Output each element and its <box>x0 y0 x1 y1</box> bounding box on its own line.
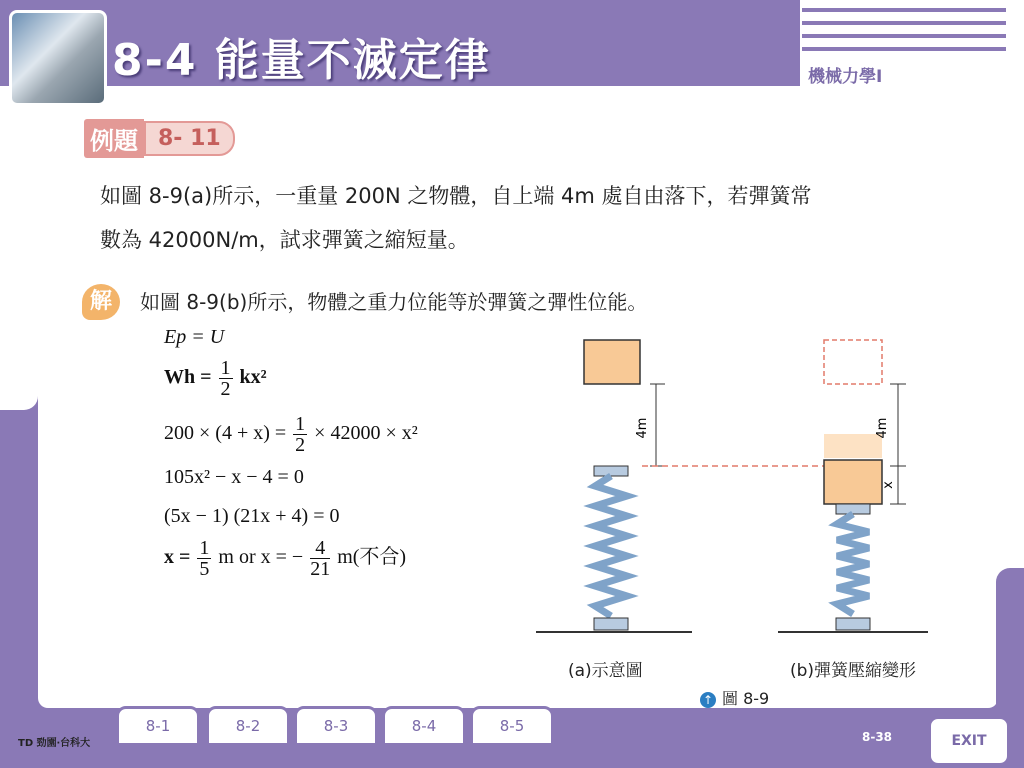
tab-8-3[interactable]: 8-3 <box>294 706 378 746</box>
publisher-logo: TD 勁園‧台科大 <box>18 738 91 749</box>
eq3-left: 200 × (4 + x) = <box>164 422 287 445</box>
header-lines <box>802 8 1006 60</box>
spring-coil-b <box>837 514 869 614</box>
example-label: 例題 <box>84 119 144 158</box>
block-a <box>584 340 640 384</box>
numerator: 1 <box>220 357 231 379</box>
fraction <box>197 538 211 579</box>
eq2-right: kx² <box>239 366 267 389</box>
block-b <box>824 460 882 504</box>
tab-8-4[interactable]: 8-4 <box>382 706 466 746</box>
block-b-fade <box>824 434 882 458</box>
eq6-c: m(不合) <box>337 546 407 569</box>
tab-8-2[interactable]: 8-2 <box>206 706 290 746</box>
solution-intro: 如圖 8-9(b)所示，物體之重力位能等於彈簧之彈性位能。 <box>140 290 648 314</box>
subject-label: 機械力學I <box>808 67 883 87</box>
solution-icon: 解 <box>82 284 120 320</box>
caption-b: (b)彈簧壓縮變形 <box>790 661 917 681</box>
equation-6 <box>164 538 406 579</box>
page-number: 8-38 <box>862 730 893 744</box>
tab-8-1[interactable]: 8-1 <box>116 706 200 746</box>
equation-2 <box>164 358 267 399</box>
numerator: 4 <box>310 538 330 559</box>
equation-1: Ep = U <box>164 326 225 348</box>
fraction <box>310 538 330 579</box>
tab-8-5[interactable]: 8-5 <box>470 706 554 746</box>
problem-line: 數為 42000N/m，試求彈簧之縮短量。 <box>100 228 469 252</box>
denominator: 21 <box>310 558 331 580</box>
caption-a: (a)示意圖 <box>568 661 643 681</box>
label-4m-b: 4m <box>875 417 890 439</box>
label-4m-a: 4m <box>635 417 650 439</box>
content-area-left <box>0 86 38 410</box>
fraction <box>293 414 307 455</box>
block-b-original <box>824 340 882 384</box>
eq6-b: m or x = − <box>218 546 304 569</box>
fraction <box>219 358 233 399</box>
equation-3 <box>164 414 418 455</box>
label-x: x <box>881 481 896 489</box>
problem-line: 如圖 8-9(a)所示，一重量 200N 之物體，自上端 4m 處自由落下，若彈簧常 <box>100 184 812 208</box>
numerator: 1 <box>199 537 210 559</box>
equation-4: 105x² − x − 4 = 0 <box>164 466 304 488</box>
numerator: 1 <box>295 413 306 435</box>
spring-base-a <box>594 618 628 630</box>
denominator: 5 <box>199 558 210 580</box>
spring-cap-a <box>594 466 628 476</box>
spring-cap-b <box>836 504 870 514</box>
denominator: 2 <box>220 378 231 400</box>
figure-name: 圖 8-9 <box>722 689 770 708</box>
eq2-left: Wh = <box>164 366 212 389</box>
eq3-right: × 42000 × x² <box>314 422 418 445</box>
page-title: 8-4 能量不滅定律 <box>112 35 491 86</box>
eq6-a: x = <box>164 546 191 569</box>
example-badge <box>84 120 235 156</box>
exit-button[interactable]: EXIT <box>928 716 1010 766</box>
equation-5: (5x − 1) (21x + 4) = 0 <box>164 505 340 527</box>
spring-base-b <box>836 618 870 630</box>
denominator: 2 <box>295 434 306 456</box>
problem-text <box>100 174 980 262</box>
figure-arrow-icon[interactable]: ↑ <box>700 692 716 708</box>
bottom-nav <box>18 706 918 756</box>
header-photo <box>9 10 107 106</box>
spring-coil-a <box>595 476 627 616</box>
example-number: 8- 11 <box>144 121 235 156</box>
